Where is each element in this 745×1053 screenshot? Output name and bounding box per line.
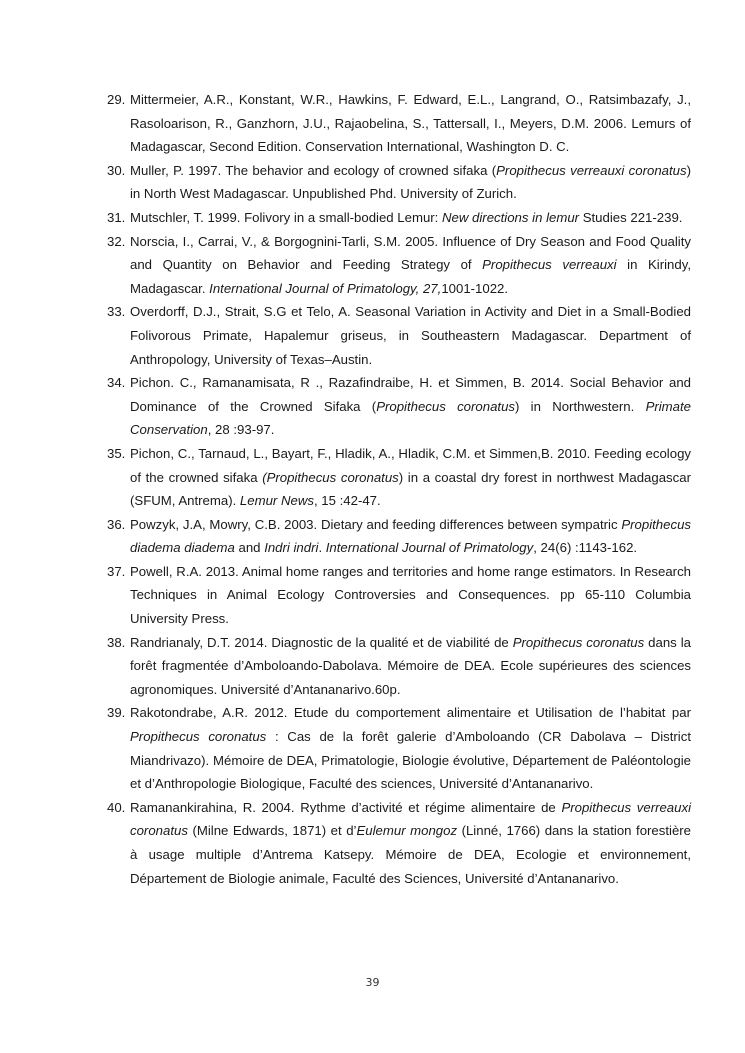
reference-segment: and: [234, 540, 265, 556]
reference-segment: Norscia, I., Carrai, V., & Borgognini-Tarli, S.M. 2005. Influence of Dry Season and Food Quality and Quantity on Behavior and Feeding Strategy of: [130, 233, 691, 273]
reference-segment: , 15 :42-47.: [313, 493, 381, 509]
reference-number: 33.: [107, 304, 126, 320]
reference-text: [130, 701, 691, 795]
reference-segment: Muller, P. 1997. The behavior and ecology of crowned sifaka (: [130, 162, 497, 178]
reference-segment: 1001-1022.: [441, 280, 509, 296]
reference-italic-segment: Propithecus coronatus: [130, 729, 267, 745]
reference-number: 34.: [107, 375, 126, 391]
reference-number: 38.: [107, 634, 126, 650]
reference-italic-segment: (Propithecus coronatus: [262, 469, 399, 485]
reference-entry: [107, 442, 691, 513]
reference-entry: [107, 159, 691, 206]
reference-italic-segment: Lemur News: [239, 493, 314, 509]
reference-segment: Ramanankirahina, R. 2004. Rythme d’activité et régime alimentaire de: [130, 799, 562, 815]
reference-italic-segment: Propithecus coronatus: [376, 398, 516, 414]
reference-italic-segment: Propithecus verreauxi: [482, 257, 617, 273]
reference-text: [130, 159, 691, 206]
reference-segment: (Milne Edwards, 1871) et d’: [187, 823, 357, 839]
reference-list: [107, 88, 691, 890]
reference-italic-segment: Propithecus verreauxi coronatus: [496, 162, 687, 178]
reference-number: 35.: [107, 445, 126, 461]
reference-segment: Randrianaly, D.T. 2014. Diagnostic de la qualité et de viabilité de: [130, 634, 513, 650]
reference-entry: [107, 631, 691, 702]
reference-segment: : Cas de la forêt galerie d’Amboloando (CR Dabolava – District Miandrivazo). Mémoire de DEA, Primatologie, Biologie évolutive, Département de Paléontologie et d’Anthropologie Biologique, Faculté des sciences, Université d’Antananarivo.: [130, 729, 691, 792]
reference-number: 30.: [107, 162, 126, 178]
reference-entry: [107, 300, 691, 371]
reference-text: [130, 796, 691, 890]
reference-text: [130, 88, 691, 159]
reference-italic-segment: Indri indri: [264, 540, 319, 556]
reference-segment: Pichon, C., Tarnaud, L., Bayart, F., Hladik, A., Hladik, C.M. et Simmen,B. 2010. Feeding ecology of the crowned sifaka: [130, 445, 691, 485]
reference-segment: ) in Northwestern.: [515, 398, 646, 414]
reference-text: [130, 442, 691, 513]
reference-entry: [107, 701, 691, 795]
reference-segment: in Kirindy, Madagascar.: [130, 257, 691, 296]
reference-italic-segment: International Journal of Primatology, 27,: [209, 280, 442, 296]
reference-segment: Mittermeier, A.R., Konstant, W.R., Hawkins, F. Edward, E.L., Langrand, O., Ratsimbazafy, J., Rasoloarison, R., Ganzhorn, J.U., Rajaobelina, S., Tattersall, I., Meyers, D.M. 2006. Lemurs of Madagascar, Second Edition. Conservation International, Washington D. C.: [130, 92, 691, 155]
reference-segment: , 24(6) :1143-162.: [533, 540, 638, 556]
reference-segment: ) in North West Madagascar. Unpublished Phd. University of Zurich.: [130, 162, 691, 202]
reference-segment: Rakotondrabe, A.R. 2012. Etude du comportement alimentaire et Utilisation de l’habitat par: [130, 705, 691, 721]
reference-text: [130, 230, 691, 301]
reference-segment: Pichon. C., Ramanamisata, R ., Razafindraibe, H. et Simmen, B. 2014. Social Behavior and Dominance of the Crowned Sifaka (: [130, 375, 691, 414]
reference-italic-segment: New directions in lemur: [442, 209, 580, 225]
reference-number: 39.: [107, 705, 126, 721]
reference-italic-segment: Propithecus diadema diadema: [130, 516, 691, 556]
reference-number: 29.: [107, 92, 126, 107]
reference-italic-segment: Propithecus coronatus: [512, 634, 645, 650]
reference-entry: [107, 88, 691, 159]
reference-number: 37.: [107, 563, 126, 579]
reference-number: 40.: [107, 799, 126, 815]
reference-italic-segment: Primate Conservation: [130, 398, 691, 438]
reference-segment: Powell, R.A. 2013. Animal home ranges and territories and home range estimators. In Research Techniques in Animal Ecology Controversies and Consequences. pp 65-110 Columbia University Press.: [130, 563, 691, 627]
reference-number: 32.: [107, 233, 126, 249]
reference-segment: Studies 221-239.: [579, 209, 683, 225]
reference-segment: Mutschler, T. 1999. Folivory in a small-bodied Lemur:: [130, 209, 442, 225]
reference-entry: [107, 371, 691, 442]
reference-entry: [107, 206, 691, 230]
page-number: 39: [365, 976, 380, 989]
reference-text: [130, 300, 691, 371]
reference-entry: [107, 796, 691, 890]
reference-italic-segment: Eulemur mongoz: [356, 823, 458, 839]
reference-number: 36.: [107, 516, 126, 532]
reference-segment: .: [318, 540, 326, 556]
reference-segment: , 28 :93-97.: [207, 422, 275, 438]
reference-entry: [107, 560, 691, 631]
reference-text: [130, 371, 691, 442]
reference-italic-segment: Propithecus verreauxi coronatus: [130, 799, 691, 839]
reference-entry: [107, 230, 691, 301]
reference-segment: Powzyk, J.A, Mowry, C.B. 2003. Dietary and feeding differences between sympatric: [130, 516, 622, 532]
reference-text: [130, 206, 691, 230]
reference-text: [130, 513, 691, 560]
reference-italic-segment: International Journal of Primatology: [325, 540, 534, 556]
reference-text: [130, 631, 691, 702]
reference-segment: ) in a coastal dry forest in northwest Madagascar (SFUM, Antrema).: [130, 469, 691, 509]
reference-entry: [107, 513, 691, 560]
reference-segment: dans la forêt fragmentée d’Amboloando-Dabolava. Mémoire de DEA. Ecole supérieures des sciences agronomiques. Université d’Antananarivo.60p.: [130, 634, 691, 697]
reference-text: [130, 560, 691, 631]
reference-segment: Overdorff, D.J., Strait, S.G et Telo, A. Seasonal Variation in Activity and Diet in a Small-Bodied Folivorous Primate, Hapalemur griseus, in Southeastern Madagascar. Department of Anthropology, University of Texas–Austin.: [130, 304, 691, 367]
reference-segment: (Linné, 1766) dans la station forestière à usage multiple d’Antrema Katsepy. Mémoire de DEA, Ecologie et environnement, Département de Biologie animale, Faculté des Sciences, Université d’Antananarivo.: [130, 823, 692, 886]
reference-number: 31.: [107, 209, 126, 225]
